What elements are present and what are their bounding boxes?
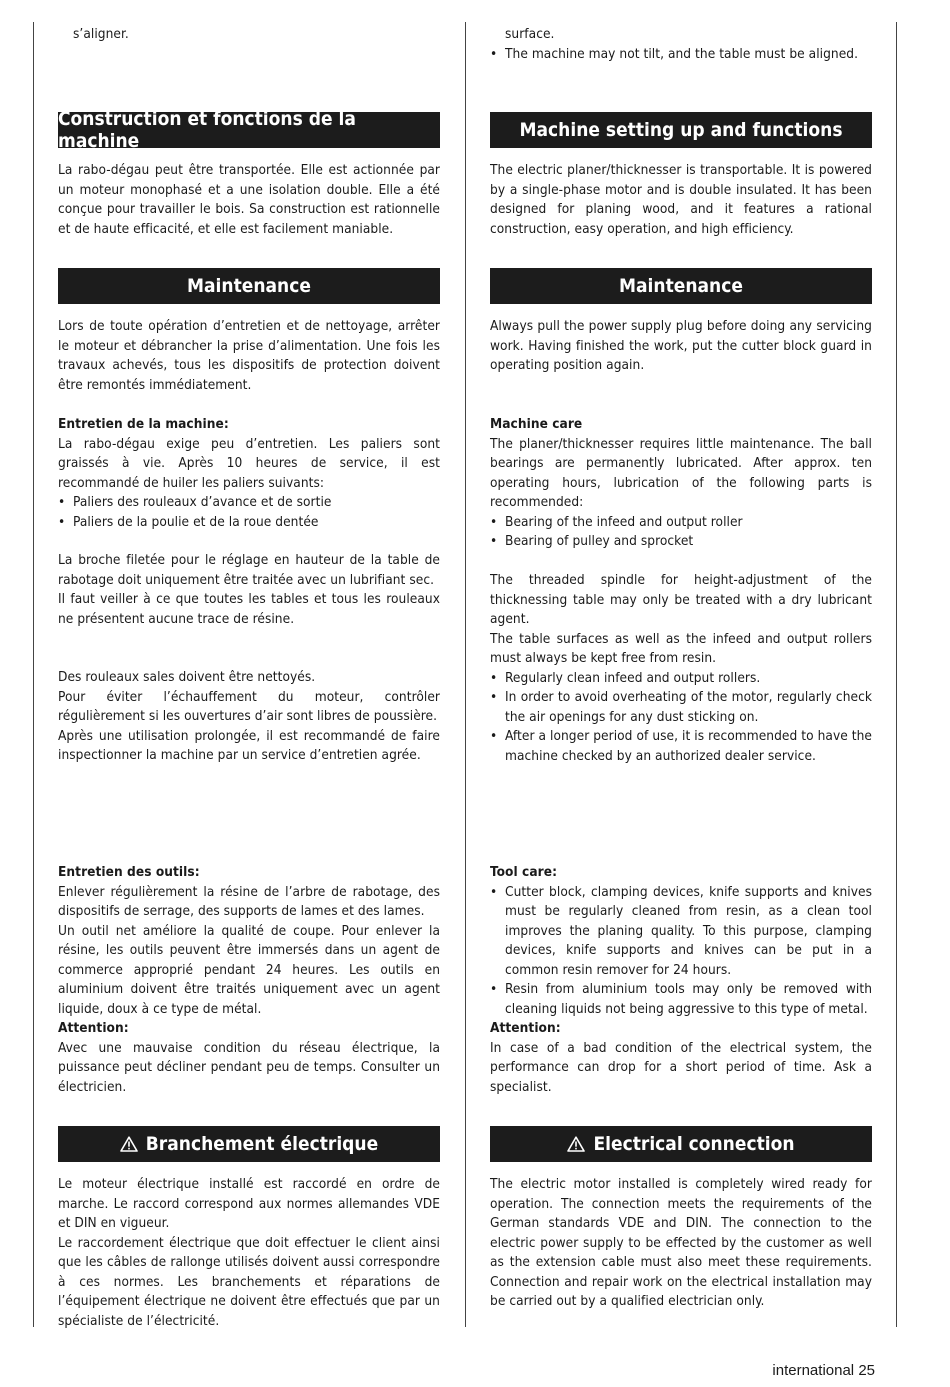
spindle-block-en bbox=[490, 571, 872, 766]
electrical-text-2-fr: Le raccordement électrique que doit effectuer le client ainsi que les câbles de rallonge utilisés doivent aussi correspondre à ces normes. Les branchements et réparations de l’équipement électrique ne doivent être effectués que par un spécialiste de l’électricité. bbox=[58, 1234, 440, 1329]
list-item: • Cutter block, clamping devices, knife supports and knives must be regularly cleaned from resin, as a clean tool improves the planing quality. To this purpose, clamping devices, knife supports and knives can be put in a common resin remover for 24 hours. bbox=[490, 883, 872, 981]
heading-maintenance-fr: Maintenance bbox=[58, 268, 440, 304]
maintenance-intro-fr: Lors de toute opération d’entretien et de nettoyage, arrêter le moteur et débrancher la prise d’alimentation. Une fois les travaux achevés, tous les dispositifs de protection doivent être remontés immédiatement. bbox=[58, 318, 440, 393]
machine-care-en bbox=[490, 415, 872, 552]
machine-care-text-fr: La rabo-dégau exige peu d’entretien. Les paliers sont graissés à vie. Après 10 heures de service, il est recommandé de huiler les paliers suivants: bbox=[58, 435, 440, 491]
page-number: 25 bbox=[858, 1362, 875, 1379]
list-item: • Paliers de la poulie et de la roue dentée bbox=[58, 513, 440, 533]
electrical-text-en: The electric motor installed is completely wired ready for operation. The connection meets the requirements of the German standards VDE and DIN. The connection to the electric power supply to be effected by the customer as well as the extension cable must also meet these requirements. Connection and repair work on the electrical installation may be carried out by a qualified electrician only. bbox=[490, 1176, 872, 1309]
list-item: • Regularly clean infeed and output rollers. bbox=[490, 669, 872, 689]
machine-care-text-en: The planer/thicknesser requires little maintenance. The ball bearings are permanently lubricated. After approx. ten operating hours, lubrication of the following parts is recommended: bbox=[490, 435, 872, 510]
attention-text-en: In case of a bad condition of the electrical system, the performance can drop for a short period of time. Ask a specialist. bbox=[490, 1039, 872, 1095]
list-item: • Resin from aluminium tools may only be removed with cleaning liquids not being aggressive to this type of metal. bbox=[490, 980, 872, 1019]
heading-construction: Construction et fonctions de la machine bbox=[58, 112, 440, 148]
construction-text: La rabo-dégau peut être transportée. Elle est actionnée par un moteur monophasé et a une isolation double. Elle a été conçue pour travailler le bois. Sa construction est rationnelle et de haute efficacité, et elle est facilement maniable. bbox=[58, 162, 440, 237]
spindle-text-en: The threaded spindle for height-adjustment of the thicknessing table may only be treated with a dry lubricant agent. bbox=[490, 572, 872, 627]
left-top-continuation: s’aligner. bbox=[73, 26, 129, 42]
machine-care-fr bbox=[58, 415, 440, 532]
resin-text-fr: Il faut veiller à ce que toutes les tables et tous les rouleaux ne présentent aucune trace de résine. bbox=[58, 591, 440, 627]
tool-care-fr bbox=[58, 863, 440, 1097]
list-item: • After a longer period of use, it is recommended to have the machine checked by an authorized dealer service. bbox=[490, 727, 872, 766]
attention-label-en: Attention: bbox=[490, 1020, 561, 1036]
heading-electrical-en: Electrical connection bbox=[490, 1126, 872, 1162]
tool-care-label-en: Tool care: bbox=[490, 864, 558, 880]
right-margin-rule bbox=[896, 22, 897, 1327]
machine-care-label-en: Machine care bbox=[490, 416, 583, 432]
attention-text-fr: Avec une mauvaise condition du réseau électrique, la puissance peut décliner pendant peu de temps. Consulter un électricien. bbox=[58, 1039, 440, 1095]
attention-label-fr: Attention: bbox=[58, 1020, 129, 1036]
dirty-rollers-text: Des rouleaux sales doivent être nettoyés. bbox=[58, 669, 316, 685]
electrical-text-fr bbox=[58, 1175, 440, 1331]
service-text-fr: Après une utilisation prolongée, il est recommandé de faire inspectionner la machine par un service d’entretien agrée. bbox=[58, 727, 440, 763]
heading-maintenance-en: Maintenance bbox=[490, 268, 872, 304]
heading-electrical-fr: Branchement électrique bbox=[58, 1126, 440, 1162]
right-top-line: surface. bbox=[505, 26, 555, 42]
surfaces-text-en: The table surfaces as well as the infeed and output rollers must always be kept free from resin. bbox=[490, 630, 872, 666]
footer-label: international bbox=[772, 1362, 855, 1379]
list-item: • The machine may not tilt, and the table must be aligned. bbox=[490, 45, 872, 65]
spindle-text-fr: La broche filetée pour le réglage en hauteur de la table de rabotage doit uniquement être traitée avec un lubrifiant sec. bbox=[58, 552, 440, 588]
electrical-text-1-fr: Le moteur électrique installé est raccordé en ordre de marche. Le raccord correspond aux normes allemandes VDE et DIN en vigueur. bbox=[58, 1176, 440, 1231]
warning-triangle-icon bbox=[567, 1136, 585, 1152]
tool-care-text-2-fr: Un outil net améliore la qualité de coupe. Pour enlever la résine, les outils peuvent être immersés dans un agent de commerce approprié pendant 24 heures. Les outils en aluminium doivent être traités uniquement avec un agent liquide, doux à ce type de métal. bbox=[58, 922, 440, 1017]
center-column-rule bbox=[465, 22, 466, 1327]
machine-care-label-fr: Entretien de la machine: bbox=[58, 416, 229, 432]
right-top-continuation bbox=[490, 25, 872, 64]
list-item: • Bearing of the infeed and output roller bbox=[490, 513, 872, 533]
overheat-text-fr: Pour éviter l’échauffement du moteur, contrôler régulièrement si les ouvertures d’air sont libres de poussière. bbox=[58, 688, 440, 724]
spindle-block-fr bbox=[58, 551, 440, 629]
setting-text: The electric planer/thicknesser is transportable. It is powered by a single-phase motor and is double insulated. It has been designed for planing wood, and it features a rational construction, easy operation, and high efficiency. bbox=[490, 162, 872, 237]
heading-machine-setting: Machine setting up and functions bbox=[490, 112, 872, 148]
list-item: • Paliers des rouleaux d’avance et de sortie bbox=[58, 493, 440, 513]
maintenance-intro-en: Always pull the power supply plug before doing any servicing work. Having finished the work, put the cutter block guard in operating position again. bbox=[490, 318, 872, 373]
list-item: • In order to avoid overheating of the motor, regularly check the air openings for any dust sticking on. bbox=[490, 688, 872, 727]
cleaning-block-fr bbox=[58, 668, 440, 766]
left-margin-rule bbox=[33, 22, 34, 1327]
list-item: • Bearing of pulley and sprocket bbox=[490, 532, 872, 552]
warning-triangle-icon bbox=[120, 1136, 138, 1152]
tool-care-text-1-fr: Enlever régulièrement la résine de l’arbre de rabotage, des dispositifs de serrage, des supports de lames et des lames. bbox=[58, 883, 440, 919]
page-footer bbox=[772, 1362, 875, 1379]
tool-care-label-fr: Entretien des outils: bbox=[58, 864, 200, 880]
tool-care-en bbox=[490, 863, 872, 1097]
